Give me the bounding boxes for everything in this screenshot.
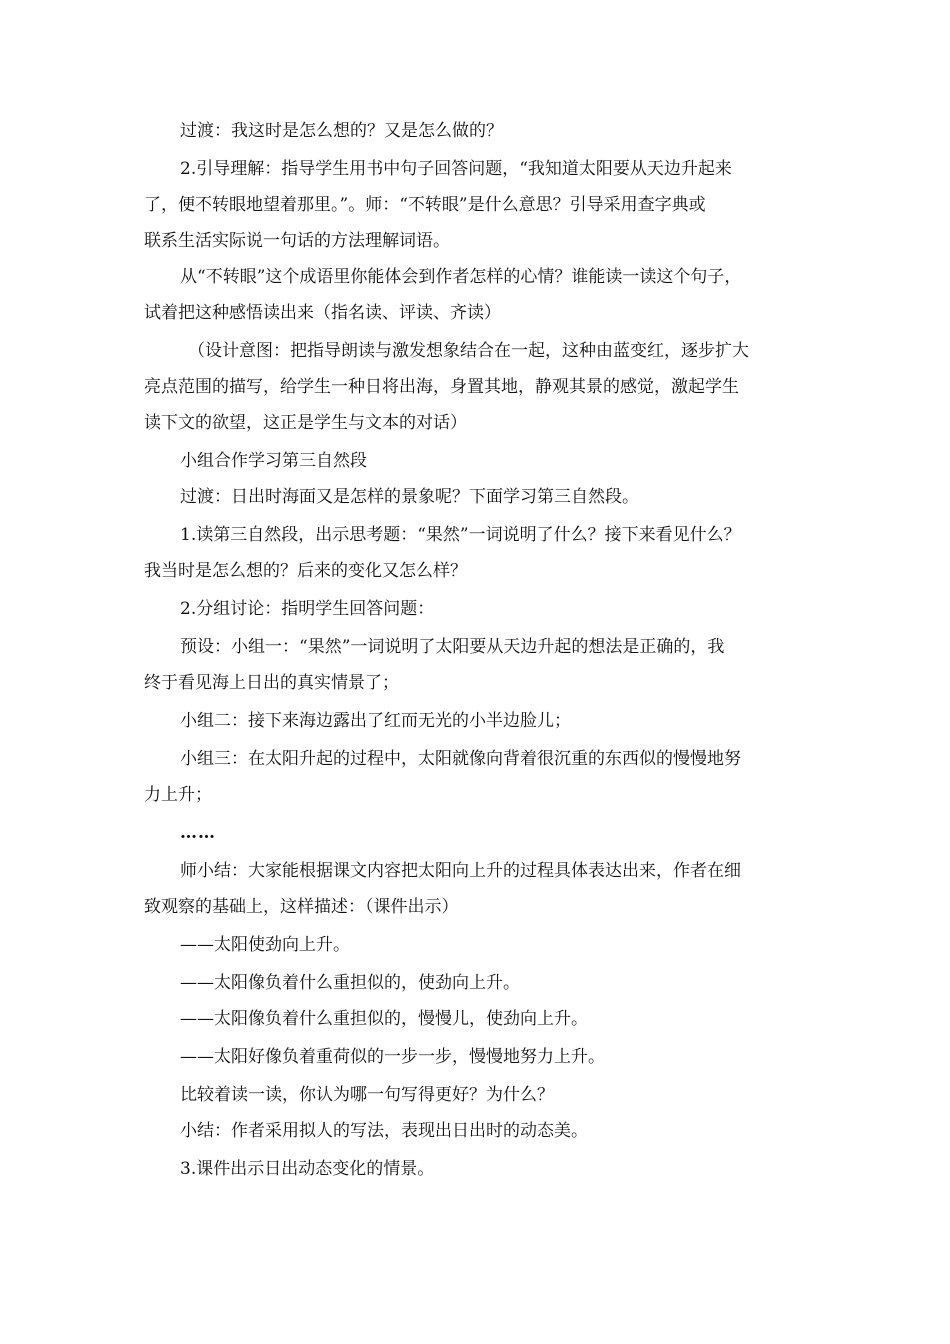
- paragraph-line: 预设：小组一：“果然”一词说明了太阳要从天边升起的想法是正确的，我: [180, 637, 725, 657]
- paragraph-line: ——太阳像负着什么重担似的，慢慢儿，使劲向上升。: [180, 1009, 588, 1029]
- paragraph-line: 从“不转眼”这个成语里你能体会到作者怎样的心情？谁能读一读这个句子，: [180, 267, 742, 287]
- paragraph-line: 联系生活实际说一句话的方法理解词语。: [144, 231, 450, 251]
- paragraph-line: 小组合作学习第三自然段: [180, 451, 367, 471]
- paragraph-line: 亮点范围的描写，给学生一种日将出海，身置其地，静观其景的感觉，激起学生: [144, 377, 739, 397]
- paragraph-line: 致观察的基础上，这样描述：（课件出示）: [144, 897, 459, 917]
- paragraph-line: 试着把这种感悟读出来（指名读、评读、齐读）: [144, 303, 501, 323]
- paragraph-line: 终于看见海上日出的真实情景了；: [144, 673, 399, 693]
- paragraph-line: 了，便不转眼地望着那里。”。师：“不转眼”是什么意思？引导采用查字典或: [144, 195, 706, 215]
- paragraph-line: 小组二：接下来海边露出了红而无光的小半边脸儿；: [180, 711, 571, 731]
- paragraph-line: ——太阳像负着什么重担似的，使劲向上升。: [180, 973, 520, 993]
- paragraph-line: 师小结：大家能根据课文内容把太阳向上升的过程具体表达出来，作者在细: [180, 861, 741, 881]
- paragraph-line: ——太阳好像负着重荷似的一步一步，慢慢地努力上升。: [180, 1047, 605, 1067]
- paragraph-line: 过渡：日出时海面又是怎样的景象呢？下面学习第三自然段。: [180, 487, 639, 507]
- paragraph-line: 比较着读一读，你认为哪一句写得更好？为什么？: [180, 1085, 554, 1105]
- paragraph-line: ——太阳使劲向上升。: [180, 935, 350, 955]
- paragraph-line: 小结：作者采用拟人的写法，表现出日出时的动态美。: [180, 1121, 588, 1141]
- paragraph-line: 3.课件出示日出动态变化的情景。: [180, 1159, 435, 1179]
- paragraph-line: 1.读第三自然段，出示思考题：“果然”一词说明了什么？接下来看见什么？: [180, 525, 741, 545]
- paragraph-line: 力上升；: [144, 785, 212, 805]
- paragraph-line: 读下文的欲望，这正是学生与文本的对话）: [144, 413, 467, 433]
- paragraph-line: 过渡：我这时是怎么想的？又是怎么做的？: [180, 121, 503, 141]
- paragraph-line: 小组三：在太阳升起的过程中，太阳就像向背着很沉重的东西似的慢慢地努: [180, 749, 741, 769]
- paragraph-line: 2.引导理解：指导学生用书中句子回答问题，“我知道太阳要从天边升起来: [180, 159, 732, 179]
- paragraph-line: （设计意图：把指导朗读与激发想象结合在一起，这种由蓝变红，逐步扩大: [188, 341, 749, 361]
- paragraph-line: 2.分组讨论：指明学生回答问题：: [180, 599, 435, 619]
- ellipsis-line: ……: [180, 823, 216, 843]
- paragraph-line: 我当时是怎么想的？后来的变化又怎么样？: [144, 561, 467, 581]
